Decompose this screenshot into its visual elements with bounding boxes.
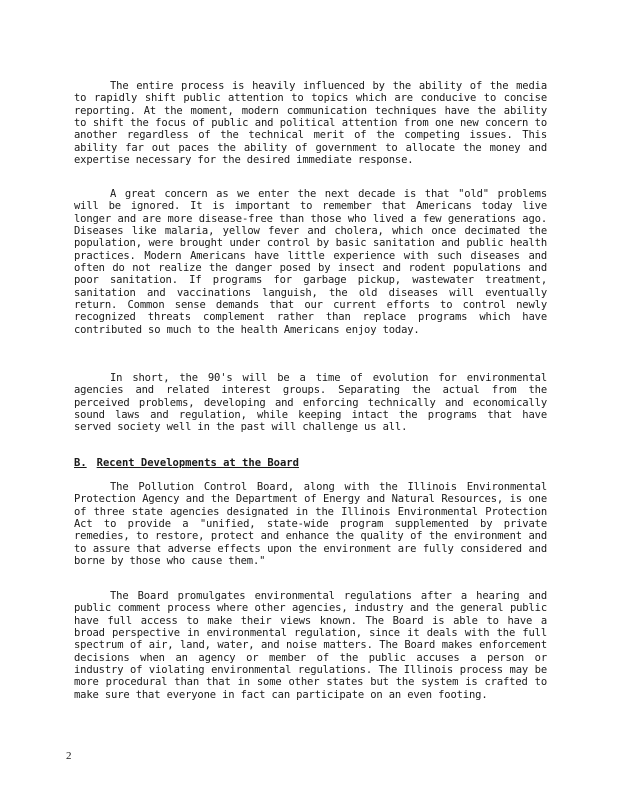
body-paragraph: The entire process is heavily influenced by the ability of the media to rapidly shift public attention to topics which are conducive to concise reporting. At the moment, modern communication techniques have the ability to shift the focus of public and political attention from one new concern to another regardless of the technical merit of the competing issues. This ability far out paces the ability of government to allocate the money and expertise necessary for the desired immediate response.	[74, 80, 547, 167]
body-paragraph: A great concern as we enter the next decade is that "old" problems will be ignored. It is important to remember that Americans today live longer and are more disease-free than those who lived a few generations ago. Diseases like malaria, yellow fever and cholera, which once decimated the population, were brought under control by basic sanitation and public health practices. Modern Americans have little experience with such diseases and often do not realize the danger posed by insect and rodent populations and poor sanitation. If programs for garbage pickup, wastewater treatment, sanitation and vaccinations languish, the old diseases will eventually return. Common sense demands that our current efforts to control newly recognized threats complement rather than replace programs which have contributed so much to the health Americans enjoy today.	[74, 188, 547, 336]
body-paragraph: In short, the 90's will be a time of evolution for environmental agencies and related interest groups. Separating the actual from the perceived problems, developing and enforcing technically and economically sound laws and regulation, while keeping intact the programs that have served society well in the past will challenge us all.	[74, 372, 547, 434]
section-paragraph: The Pollution Control Board, along with the Illinois Environmental Protection Agency and the Department of Energy and Natural Resources, is one of three state agencies designated in the Illinois Environmental Protection Act to provide a "unified, state-wide program supplemented by private remedies, to restore, protect and enhance the quality of the environment and to assure that adverse effects upon the environment are fully considered and borne by those who cause them."	[74, 481, 547, 568]
section-title: Recent Developments at the Board	[96, 457, 299, 469]
page-number: 2	[66, 750, 72, 762]
section-heading	[74, 457, 299, 469]
section-paragraph: The Board promulgates environmental regulations after a hearing and public comment process where other agencies, industry and the general public have full access to make their views known. The Board is able to have a broad perspective in environmental regulation, since it deals with the full spectrum of air, land, water, and noise matters. The Board makes enforcement decisions when an agency or member of the public accuses a person or industry of violating environmental regulations. The Illinois process may be more procedural than that in some other states but the system is crafted to make sure that everyone in fact can participate on an even footing.	[74, 590, 547, 701]
section-number: B.	[74, 457, 87, 469]
